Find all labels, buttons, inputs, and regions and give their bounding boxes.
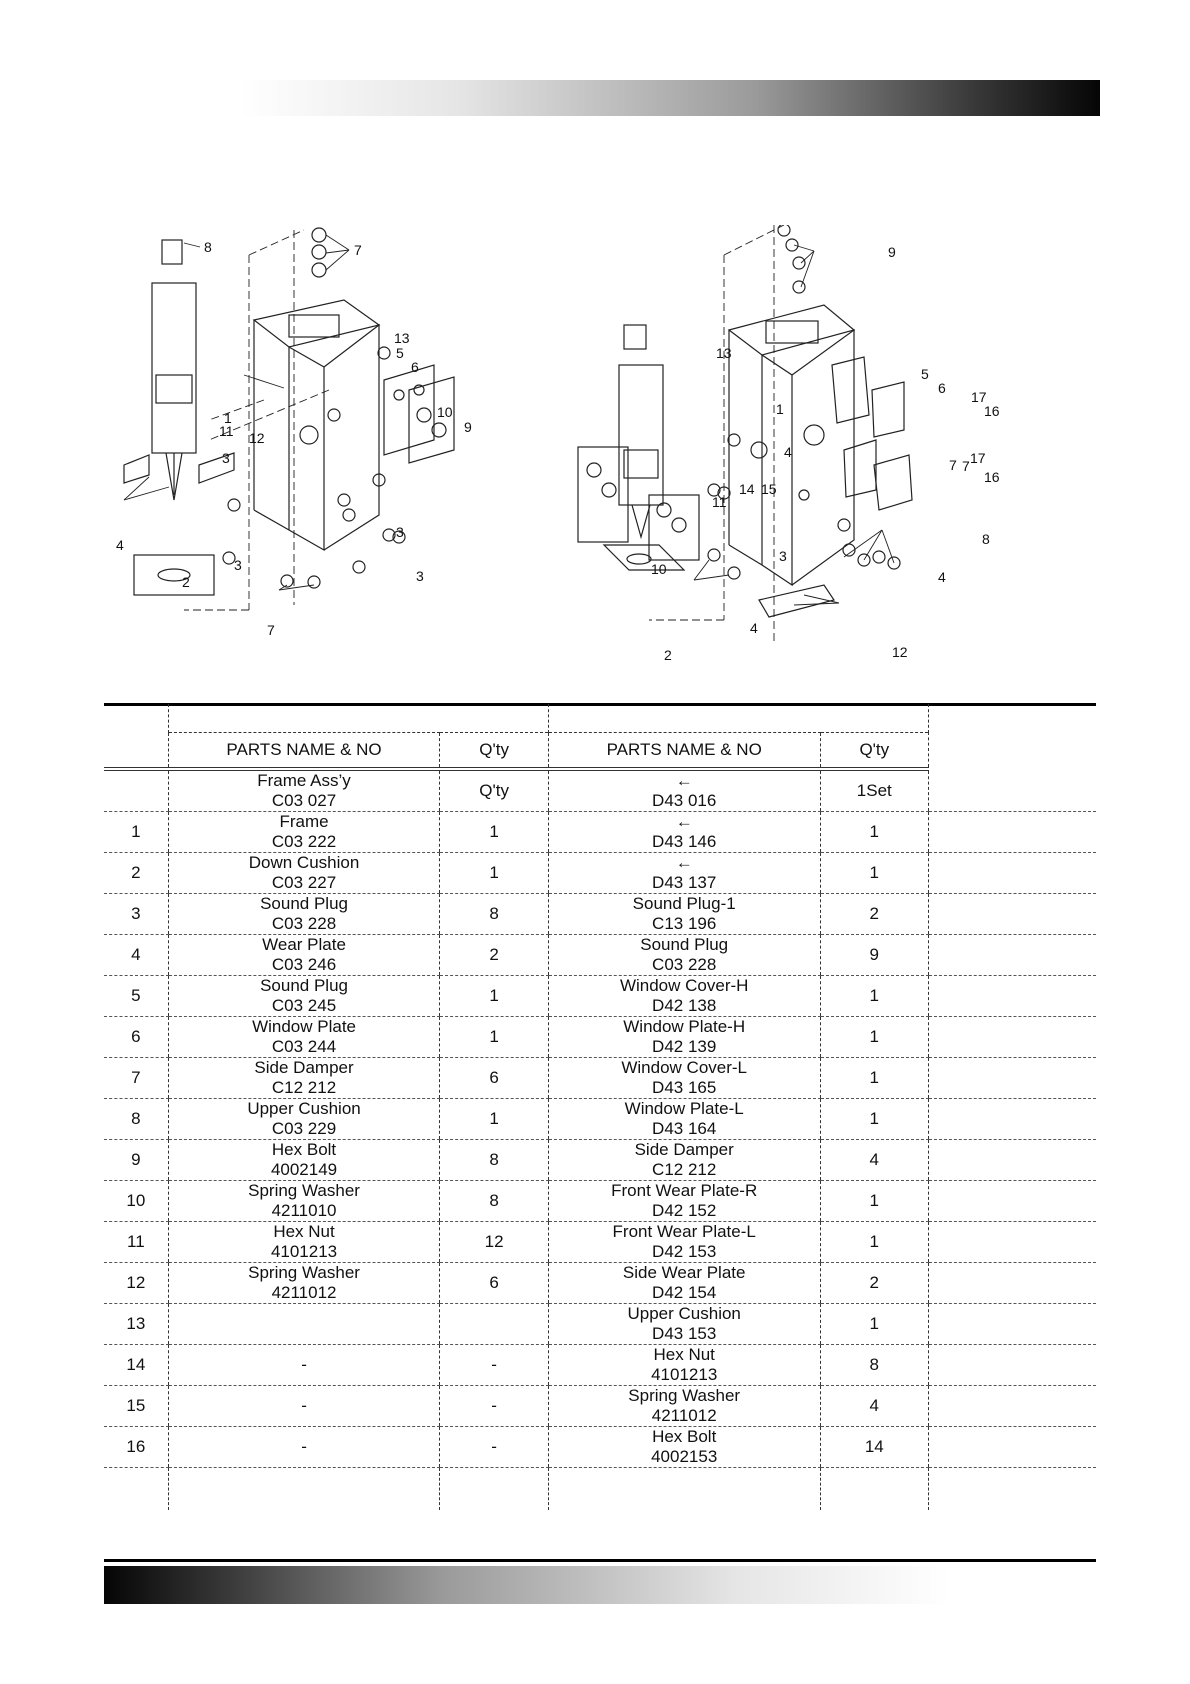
part-number: D43 153 xyxy=(652,1324,717,1343)
part-number: D43 137 xyxy=(652,873,717,892)
right-callout-12: 12 xyxy=(892,644,908,660)
part-number: 4002149 xyxy=(270,1160,338,1179)
remarks-cell xyxy=(929,1222,1096,1263)
right-callout-10: 10 xyxy=(651,561,667,577)
part-number: 4002153 xyxy=(651,1447,718,1466)
table-row xyxy=(104,935,1096,976)
part-name: ← xyxy=(675,812,693,831)
remarks-cell xyxy=(929,1140,1096,1181)
left-leader-lines xyxy=(124,235,349,590)
qty-cell-standard xyxy=(440,894,548,935)
right-window-covers xyxy=(832,357,912,510)
part-number: 4101213 xyxy=(270,1242,338,1261)
part-name: Window Plate-L xyxy=(624,1099,744,1118)
right-callout-4c: 4 xyxy=(938,569,946,585)
qty-cell-alt xyxy=(820,1345,929,1386)
part-cell-alt xyxy=(548,769,820,812)
right-callout-7a: 7 xyxy=(949,457,957,473)
part-name: ← xyxy=(675,771,693,790)
header-parts-name-1: PARTS NAME & NO xyxy=(168,733,440,770)
right-callout-1: 1 xyxy=(776,401,784,417)
part-number: 4211012 xyxy=(651,1406,717,1425)
right-callout-9: 9 xyxy=(888,244,896,260)
remarks-cell xyxy=(929,769,1096,812)
part-cell-alt xyxy=(548,1304,820,1345)
right-callout-4a: 4 xyxy=(784,444,792,460)
qty-cell-alt xyxy=(820,1427,929,1468)
left-callout-3d: 3 xyxy=(416,568,424,584)
qty-value: 6 xyxy=(489,1273,499,1292)
part-name: Window Cover-H xyxy=(619,976,749,995)
part-cell-standard xyxy=(168,812,440,853)
qty-cell-alt xyxy=(820,1099,929,1140)
qty-value: 1 xyxy=(489,1027,499,1046)
qty-value: 12 xyxy=(484,1232,504,1251)
part-cell-standard xyxy=(168,1222,440,1263)
part-cell-standard xyxy=(168,1181,440,1222)
table-row xyxy=(104,812,1096,853)
item-number xyxy=(104,812,168,853)
left-callout-3c: 3 xyxy=(396,524,404,540)
part-number: C13 196 xyxy=(652,914,717,933)
table-row xyxy=(104,769,1096,812)
right-callout-2: 2 xyxy=(664,647,672,663)
qty-cell-alt xyxy=(820,1181,929,1222)
qty-value: Q'ty xyxy=(479,781,509,800)
part-name: Side Damper xyxy=(254,1058,354,1077)
part-number: D43 146 xyxy=(652,832,717,851)
part-cell-alt xyxy=(548,853,820,894)
right-callout-7b: 7 xyxy=(962,458,970,474)
right-callout-13: 13 xyxy=(716,345,732,361)
remarks-cell xyxy=(929,1017,1096,1058)
left-callout-3a: 3 xyxy=(222,450,230,466)
left-callout-11: 11 xyxy=(219,423,234,439)
part-name: Spring Washer xyxy=(628,1386,741,1405)
right-callout-14: 14 xyxy=(739,481,755,497)
qty-value: 1 xyxy=(869,1068,880,1087)
table-row xyxy=(104,1099,1096,1140)
part-name: Frame xyxy=(279,812,329,831)
part-cell-standard xyxy=(168,1263,440,1304)
item-number xyxy=(104,1304,168,1345)
qty-cell-standard xyxy=(440,1263,548,1304)
item-number xyxy=(104,1386,168,1427)
part-number: 4211012 xyxy=(271,1283,337,1302)
qty-value: 4 xyxy=(869,1150,880,1169)
part-number: C03 246 xyxy=(271,955,337,974)
qty-value: 1 xyxy=(489,863,499,882)
part-name: Side Wear Plate xyxy=(622,1263,746,1282)
part-cell-standard xyxy=(168,1386,440,1427)
table-body xyxy=(104,769,1096,1468)
remarks-cell xyxy=(929,894,1096,935)
right-callout-6: 6 xyxy=(938,380,946,396)
qty-cell-standard xyxy=(440,1181,548,1222)
qty-value: 2 xyxy=(869,1273,880,1292)
qty-value: 1 xyxy=(489,822,499,841)
part-name: Down Cushion xyxy=(248,853,360,872)
item-number-text: 8 xyxy=(131,1109,141,1128)
left-dashed-guides xyxy=(184,230,329,610)
part-cell-standard xyxy=(168,1058,440,1099)
qty-value: 1 xyxy=(869,822,880,841)
left-callout-12: 12 xyxy=(249,430,265,446)
item-number-text: 3 xyxy=(131,904,141,923)
qty-value: - xyxy=(491,1396,497,1415)
remarks-cell xyxy=(929,853,1096,894)
part-cell-alt xyxy=(548,1263,820,1304)
item-number-text: 14 xyxy=(126,1355,146,1374)
left-callout-8: 8 xyxy=(204,239,212,255)
part-cell-standard xyxy=(168,1017,440,1058)
part-name: - xyxy=(301,1437,307,1456)
item-number xyxy=(104,1140,168,1181)
qty-value: - xyxy=(491,1355,497,1374)
part-number: C03 244 xyxy=(271,1037,337,1056)
qty-value: 1Set xyxy=(856,781,892,800)
left-breaker-body xyxy=(124,240,234,595)
part-number: D42 153 xyxy=(652,1242,717,1261)
part-name: Window Cover-L xyxy=(621,1058,748,1077)
qty-cell-alt xyxy=(820,1386,929,1427)
remarks-cell xyxy=(929,1181,1096,1222)
item-number xyxy=(104,894,168,935)
remarks-cell xyxy=(929,1099,1096,1140)
part-number: D43 016 xyxy=(652,791,717,810)
right-callout-8: 8 xyxy=(982,531,990,547)
part-name: Hex Bolt xyxy=(652,1427,717,1446)
qty-value: 6 xyxy=(489,1068,499,1087)
part-number: C03 245 xyxy=(271,996,337,1015)
item-number-text: 10 xyxy=(126,1191,146,1210)
part-name: Hex Bolt xyxy=(271,1140,337,1159)
table-row xyxy=(104,976,1096,1017)
part-cell-standard xyxy=(168,1099,440,1140)
qty-value: 8 xyxy=(489,1191,499,1210)
qty-value: 8 xyxy=(489,1150,499,1169)
left-callout-9: 9 xyxy=(464,419,472,435)
right-callout-5: 5 xyxy=(921,366,929,382)
item-number-text: 1 xyxy=(131,822,141,841)
table-row xyxy=(104,1345,1096,1386)
table-row xyxy=(104,1140,1096,1181)
part-cell-standard xyxy=(168,935,440,976)
item-number-text: 11 xyxy=(127,1232,145,1251)
part-cell-alt xyxy=(548,1099,820,1140)
item-number xyxy=(104,1099,168,1140)
part-number: C03 228 xyxy=(652,955,717,974)
qty-value: 1 xyxy=(869,863,880,882)
qty-cell-standard xyxy=(440,1304,548,1345)
qty-cell-alt xyxy=(820,976,929,1017)
part-name: Window Plate-H xyxy=(623,1017,746,1036)
part-number: C03 228 xyxy=(271,914,337,933)
table-row xyxy=(104,1304,1096,1345)
remarks-cell xyxy=(929,1058,1096,1099)
part-number: C12 212 xyxy=(271,1078,337,1097)
part-name: Sound Plug xyxy=(640,935,729,954)
part-number: D42 138 xyxy=(652,996,717,1015)
part-name: Upper Cushion xyxy=(627,1304,741,1323)
part-number: D42 152 xyxy=(652,1201,717,1220)
qty-cell-alt xyxy=(820,935,929,976)
part-cell-standard xyxy=(168,769,440,812)
part-number: D43 164 xyxy=(652,1119,717,1138)
part-name: Front Wear Plate-R xyxy=(611,1181,758,1200)
item-number xyxy=(104,1345,168,1386)
item-number-text: 9 xyxy=(131,1150,141,1169)
qty-cell-alt xyxy=(820,853,929,894)
qty-cell-standard xyxy=(440,853,548,894)
item-number xyxy=(104,1427,168,1468)
table-row xyxy=(104,1263,1096,1304)
part-cell-alt xyxy=(548,935,820,976)
item-number-text: 2 xyxy=(131,863,141,882)
left-callout-4: 4 xyxy=(116,537,124,553)
part-number: C03 027 xyxy=(271,791,337,810)
table-row xyxy=(104,1386,1096,1427)
item-number-text: 6 xyxy=(131,1027,141,1046)
part-cell-standard xyxy=(168,976,440,1017)
table-row xyxy=(104,1427,1096,1468)
part-cell-alt xyxy=(548,1140,820,1181)
qty-value: 4 xyxy=(869,1396,880,1415)
right-callout-17b: 17 xyxy=(970,450,986,466)
left-callout-3b: 3 xyxy=(234,557,242,573)
right-side-wear-plate xyxy=(759,585,834,617)
table-row xyxy=(104,853,1096,894)
part-number: D43 165 xyxy=(652,1078,717,1097)
table-row xyxy=(104,1058,1096,1099)
part-number: C03 229 xyxy=(271,1119,337,1138)
qty-value: 1 xyxy=(869,1027,880,1046)
remarks-cell xyxy=(929,1386,1096,1427)
table-footer-row xyxy=(104,1468,1096,1511)
exploded-parts-diagram xyxy=(104,225,1044,675)
item-number-text: 13 xyxy=(126,1314,146,1333)
remarks-cell xyxy=(929,935,1096,976)
item-number xyxy=(104,1181,168,1222)
part-number: 4211010 xyxy=(271,1201,337,1220)
qty-cell-standard xyxy=(440,1099,548,1140)
qty-value: 9 xyxy=(869,945,880,964)
part-name: Upper Cushion xyxy=(247,1099,361,1118)
part-name: Spring Washer xyxy=(248,1181,360,1200)
part-name: Window Plate xyxy=(252,1017,356,1036)
qty-cell-standard xyxy=(440,812,548,853)
part-number: C03 227 xyxy=(271,873,337,892)
part-name: Side Damper xyxy=(634,1140,734,1159)
right-callout-15: 15 xyxy=(761,481,777,497)
right-callout-3: 3 xyxy=(779,548,787,564)
part-cell-standard xyxy=(168,1345,440,1386)
item-number xyxy=(104,769,168,812)
item-number-text: 7 xyxy=(131,1068,141,1087)
right-callout-17a: 17 xyxy=(971,389,987,405)
qty-value: 8 xyxy=(489,904,499,923)
qty-value: 1 xyxy=(489,1109,499,1128)
header-qty-1: Q'ty xyxy=(440,733,548,770)
qty-value: 1 xyxy=(489,986,499,1005)
part-number: D42 154 xyxy=(652,1283,717,1302)
part-cell-alt xyxy=(548,1427,820,1468)
part-cell-alt xyxy=(548,1181,820,1222)
left-callout-5: 5 xyxy=(396,345,404,361)
part-cell-alt xyxy=(548,1222,820,1263)
part-cell-standard xyxy=(168,894,440,935)
item-number-text: 12 xyxy=(126,1273,146,1292)
part-cell-standard xyxy=(168,853,440,894)
part-number: C12 212 xyxy=(652,1160,717,1179)
qty-cell-standard xyxy=(440,976,548,1017)
part-cell-standard xyxy=(168,1140,440,1181)
right-callout-4b: 4 xyxy=(750,620,758,636)
header-parts-name-2: PARTS NAME & NO xyxy=(548,733,820,770)
right-dashed-guides xyxy=(649,225,784,645)
qty-cell-alt xyxy=(820,1222,929,1263)
footer-gradient-bar xyxy=(104,1566,950,1604)
qty-cell-standard xyxy=(440,1140,548,1181)
qty-value: 1 xyxy=(869,1191,880,1210)
part-cell-alt xyxy=(548,1345,820,1386)
table-row xyxy=(104,894,1096,935)
qty-cell-alt xyxy=(820,812,929,853)
item-number-text: 5 xyxy=(131,986,141,1005)
part-name: - xyxy=(301,1396,307,1415)
qty-cell-alt xyxy=(820,894,929,935)
item-number xyxy=(104,1017,168,1058)
table-blank-header-row xyxy=(104,704,1096,733)
qty-value: 1 xyxy=(869,986,880,1005)
right-callout-11: 11 xyxy=(712,494,727,510)
part-number: C03 222 xyxy=(271,832,337,851)
header-qty-2: Q'ty xyxy=(820,733,929,770)
qty-cell-alt xyxy=(820,1304,929,1345)
part-name: Spring Washer xyxy=(248,1263,360,1282)
qty-value: 14 xyxy=(864,1437,884,1456)
table-row xyxy=(104,1222,1096,1263)
right-callout-16a: 16 xyxy=(984,403,1000,419)
qty-cell-alt xyxy=(820,769,929,812)
qty-cell-standard xyxy=(440,1427,548,1468)
part-cell-standard xyxy=(168,1304,440,1345)
remarks-cell xyxy=(929,1345,1096,1386)
item-number xyxy=(104,1222,168,1263)
left-callout-1: 1 xyxy=(224,410,232,426)
item-number-text: 16 xyxy=(126,1437,146,1456)
part-name: Sound Plug-1 xyxy=(632,894,736,913)
qty-value: 2 xyxy=(869,904,880,923)
qty-cell-standard xyxy=(440,935,548,976)
item-number xyxy=(104,1263,168,1304)
qty-cell-alt xyxy=(820,1263,929,1304)
remarks-cell xyxy=(929,1304,1096,1345)
qty-cell-standard xyxy=(440,1222,548,1263)
item-number xyxy=(104,853,168,894)
qty-cell-standard xyxy=(440,769,548,812)
left-callout-7b: 7 xyxy=(267,622,275,638)
part-name: Hex Nut xyxy=(273,1222,335,1241)
remarks-cell xyxy=(929,1427,1096,1468)
part-name: Sound Plug xyxy=(260,976,348,995)
qty-value: 8 xyxy=(869,1355,880,1374)
table-bottom-rule xyxy=(104,1559,1096,1562)
qty-value: 1 xyxy=(869,1232,880,1251)
part-name: Frame Ass’y xyxy=(257,771,351,790)
remarks-cell xyxy=(929,812,1096,853)
remarks-cell xyxy=(929,976,1096,1017)
part-name: Wear Plate xyxy=(262,935,346,954)
item-number xyxy=(104,1058,168,1099)
qty-value: - xyxy=(491,1437,497,1456)
part-name: Front Wear Plate-L xyxy=(612,1222,756,1241)
part-name: Hex Nut xyxy=(653,1345,715,1364)
left-callout-10: 10 xyxy=(437,404,453,420)
qty-value: 2 xyxy=(489,945,499,964)
qty-value: 1 xyxy=(869,1109,880,1128)
right-callout-16b: 16 xyxy=(984,469,1000,485)
left-frame xyxy=(254,300,379,550)
part-cell-alt xyxy=(548,1386,820,1427)
part-cell-standard xyxy=(168,1427,440,1468)
right-breaker-body xyxy=(578,325,699,570)
left-callout-6: 6 xyxy=(411,359,419,375)
left-callout-7a: 7 xyxy=(354,242,362,258)
table-row xyxy=(104,1181,1096,1222)
header-gradient-bar xyxy=(240,80,1100,116)
part-cell-alt xyxy=(548,976,820,1017)
left-callout-13: 13 xyxy=(394,330,410,346)
qty-cell-standard xyxy=(440,1058,548,1099)
qty-cell-alt xyxy=(820,1058,929,1099)
item-number xyxy=(104,976,168,1017)
qty-cell-standard xyxy=(440,1345,548,1386)
part-cell-alt xyxy=(548,1017,820,1058)
left-sound-plugs xyxy=(223,228,405,588)
part-cell-alt xyxy=(548,1058,820,1099)
part-number: D42 139 xyxy=(652,1037,717,1056)
part-name: Sound Plug xyxy=(260,894,348,913)
part-number: 4101213 xyxy=(651,1365,718,1384)
remarks-cell xyxy=(929,1263,1096,1304)
qty-cell-alt xyxy=(820,1140,929,1181)
parts-table xyxy=(104,704,1096,1510)
item-number xyxy=(104,935,168,976)
qty-cell-standard xyxy=(440,1386,548,1427)
item-number-text: 4 xyxy=(131,945,141,964)
part-cell-alt xyxy=(548,812,820,853)
left-callout-2: 2 xyxy=(182,574,190,590)
part-name: - xyxy=(301,1355,307,1374)
table-row xyxy=(104,1017,1096,1058)
item-number-text: 15 xyxy=(126,1396,146,1415)
part-cell-alt xyxy=(548,894,820,935)
qty-cell-standard xyxy=(440,1017,548,1058)
qty-value: 1 xyxy=(869,1314,880,1333)
part-name: ← xyxy=(675,853,693,872)
qty-cell-alt xyxy=(820,1017,929,1058)
